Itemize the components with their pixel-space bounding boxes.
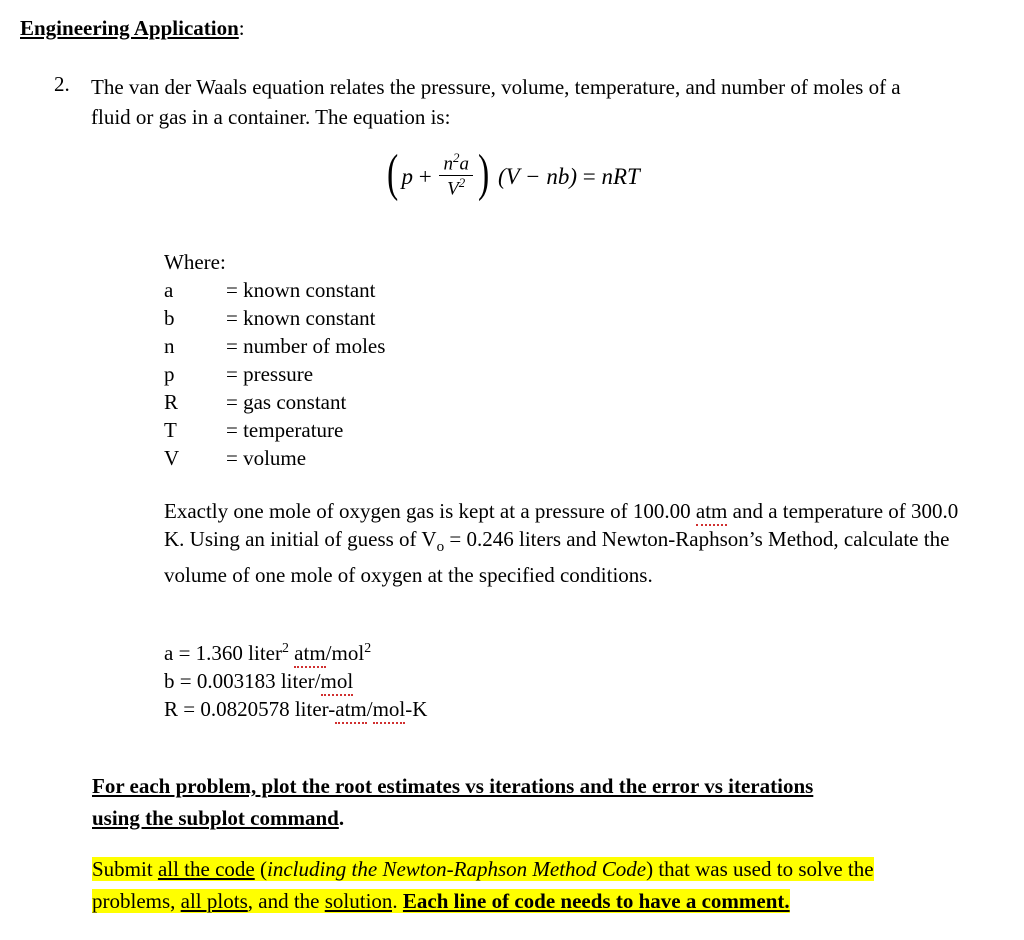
equation-second-factor: (V − nb) xyxy=(498,163,577,189)
submit-text-5: . xyxy=(392,889,403,913)
van-der-waals-equation xyxy=(0,145,1024,202)
spellcheck-word-atm-2: atm xyxy=(335,697,367,724)
submit-text-1: Submit xyxy=(92,857,158,881)
submit-all-the-code: all the code xyxy=(157,857,255,881)
where-definition: = temperature xyxy=(226,418,344,442)
spellcheck-word-mol-2: mol xyxy=(373,697,406,724)
equation-p: p xyxy=(401,163,413,189)
where-definition: = number of moles xyxy=(226,334,386,358)
submit-text-3: ) that was used to solve the problems, xyxy=(92,857,874,913)
plot-instruction-period: . xyxy=(338,806,345,830)
where-definition: = gas constant xyxy=(226,390,347,414)
problem-number: 2. xyxy=(54,72,70,96)
constant-r-tail: -K xyxy=(405,697,428,721)
where-symbol: R xyxy=(164,390,179,414)
where-row xyxy=(164,332,385,360)
constant-a xyxy=(164,634,427,667)
constant-a-sup1: 2 xyxy=(281,640,289,655)
section-heading-colon: : xyxy=(238,16,245,40)
submission-requirements xyxy=(92,853,934,917)
constant-b-prefix: b = 0.003183 liter/ xyxy=(164,669,321,693)
where-row xyxy=(164,416,385,444)
where-row xyxy=(164,360,385,388)
where-symbol: p xyxy=(164,362,175,386)
equation-right-side: nRT xyxy=(601,163,640,189)
where-symbol: V xyxy=(164,446,180,470)
scenario-paragraph xyxy=(164,497,964,589)
right-paren: ) xyxy=(477,145,490,202)
where-symbol: n xyxy=(164,334,175,358)
submit-text-2: ( xyxy=(254,857,267,881)
left-paren: ( xyxy=(387,145,399,202)
plot-instruction-line2: using the subplot command xyxy=(92,806,339,830)
constant-r-prefix: R = 0.0820578 liter- xyxy=(164,697,336,721)
spellcheck-word-mol: mol xyxy=(321,669,354,696)
plot-instruction-line1: For each problem, plot the root estimates vs iterations and the error vs iterations xyxy=(92,774,814,798)
where-symbol: b xyxy=(164,306,175,330)
section-heading-text: Engineering Application xyxy=(20,16,239,40)
constant-r xyxy=(164,695,427,723)
where-definition: = pressure xyxy=(226,362,314,386)
where-row xyxy=(164,304,385,332)
section-heading xyxy=(20,16,245,41)
where-row xyxy=(164,444,385,472)
submit-all-plots: all plots xyxy=(180,889,248,913)
plot-instruction xyxy=(92,770,962,834)
problem-statement: The van der Waals equation relates the pressure, volume, temperature, and number of moles of a fluid or gas in a container. The equation is: xyxy=(91,75,901,129)
where-definition: = known constant xyxy=(226,306,376,330)
equation-inner: ( p + $\frac{n^2a}{V^2}$ ) (V − nb) = nRT xyxy=(387,145,640,202)
submit-comment-requirement: Each line of code needs to have a comment. xyxy=(402,889,790,913)
constant-b xyxy=(164,667,427,695)
where-row xyxy=(164,276,385,304)
constants-list xyxy=(164,634,427,723)
submit-solution: solution xyxy=(324,889,393,913)
constant-a-sup2: 2 xyxy=(364,640,372,655)
where-symbol: T xyxy=(164,418,177,442)
spellcheck-word-atm: atm xyxy=(696,499,728,526)
spellcheck-word-atm-unit: atm xyxy=(294,641,326,668)
where-definition: = known constant xyxy=(226,278,376,302)
fraction-numerator: $n^2a$ xyxy=(443,150,469,175)
where-definition: = volume xyxy=(226,446,307,470)
scenario-part-2: and a temperature of 300.0 K. Using an initial of guess of V xyxy=(164,499,959,551)
scenario-subscript: o xyxy=(436,539,445,556)
where-symbol: a xyxy=(164,278,174,302)
constant-a-prefix: a = 1.360 liter xyxy=(164,641,282,665)
where-definitions xyxy=(164,248,385,472)
scenario-part-3: = 0.246 liters and Newton-Raphson’s Method, calculate the volume of one mole of oxygen at the specified conditions. xyxy=(164,527,950,588)
where-row xyxy=(164,388,385,416)
submit-italic-note: including the Newton-Raphson Method Code xyxy=(266,857,647,881)
submit-text-4: , and the xyxy=(247,889,325,913)
scenario-part-1: Exactly one mole of oxygen gas is kept at a pressure of 100.00 xyxy=(164,499,696,523)
equation-fraction xyxy=(439,152,472,198)
where-label: Where: xyxy=(164,250,226,274)
fraction-denominator: $V^2$ xyxy=(439,175,472,198)
constant-a-unit-rest: /mol xyxy=(325,641,365,665)
constant-r-slash: / xyxy=(366,697,373,721)
